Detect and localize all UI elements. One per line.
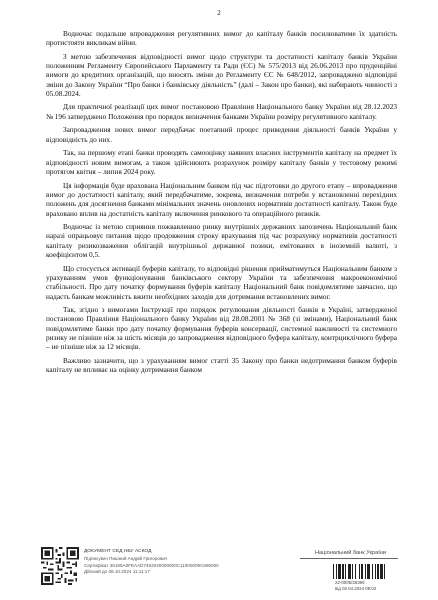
registration-date: від 02.04.2024 08:02 bbox=[335, 586, 377, 592]
letter-body bbox=[46, 29, 397, 379]
page-number: 2 bbox=[217, 9, 221, 17]
signature-certificate: Сертифікат 36186A0FEAAD7482040000000C11000009C690000 bbox=[84, 562, 219, 568]
digital-signature-block bbox=[84, 549, 219, 576]
paragraph: Ця інформація буде врахована Національним банком під час підготовки до другого етапу – впровадження вимог до достатності капіталу, який передбачатиме, зокрема, визначення потреби у встановленні перехідних положень для досягнення банками мінімальних значень оновлених нормативів достатності капіталу. Також буде враховано вплив на достатність капіталу включення ринкового та операційного ризиків. bbox=[46, 180, 397, 218]
registration-stamp bbox=[335, 580, 376, 592]
paragraph: Так, згідно з вимогами Інструкції про порядок регулювання діяльності банків в Україні, затвердженої постановою Правління Національного банку України від 28.08.2001 № 368 (зі змінами), Національний банк повідомлятиме банки про дату початку формування буферів консервації, системної важливості та системного ризику не пізніше ніж за шість місяців до запровадження відповідного буфера капіталу, контрциклічного буфера – не пізніше ніж за 12 місяців. bbox=[46, 305, 397, 352]
divider bbox=[300, 558, 398, 559]
paragraph: Для практичної реалізації цих вимог постановою Правління Національного банку України від 28.12.2023 № 196 затверджено Положення про порядок визначення банками України розміру регулятивного капіталу. bbox=[46, 102, 397, 121]
paragraph: Запровадження нових вимог передбачає поетапний процес приведення діяльності банків України у відповідність до них. bbox=[46, 125, 397, 144]
signature-doc-title: ДОКУМЕНТ СЕД НБУ АСКОД bbox=[84, 549, 152, 554]
signature-signatory: Підписувач Пишний Андрій Григорович bbox=[84, 556, 168, 562]
registration-number: 22-0005/25399 bbox=[335, 580, 365, 585]
institution-name: Національний банк України bbox=[315, 550, 386, 556]
qr-code-icon bbox=[41, 547, 79, 585]
barcode-icon bbox=[333, 564, 397, 579]
paragraph: З метою забезпечення відповідності вимог щодо структури та достатності капіталу банків України положенням Регламенту Європейського Парламенту та Ради (ЄС) № 575/2013 від 26.06.2013 про пруденційні вимоги до кредитних організацій, що вносять зміни до Регламенту ЄС № 648/2012, запроваджено відповідні зміни до Закону України “Про банки і банківську діяльність” (далі – Закон про банки), які набирають чинності з 05.08.2024. bbox=[46, 51, 397, 98]
paragraph: Що стосується активації буферів капіталу, то відповідні рішення прийматимуться Національним банком з урахуванням умов функціонування банківського сектору України та забезпечення макроекономічної стабільності. Про дату початку формування буферів капіталу Національний банк повідомлятиме завчасно, що надасть банкам можливість вжити необхідних заходів для дотримання встановлених вимог. bbox=[46, 263, 397, 301]
signature-valid-until: Дійсний до 08.10.2024 11:11:17 bbox=[84, 569, 150, 575]
signature-footer bbox=[0, 547, 438, 600]
paragraph: Так, на першому етапі банки проводять самооцінку наявних власних інструментів капіталу на предмет їх відповідності новим вимогам, а також здійснюють розрахунок розміру капіталу банків у тестовому режимі протягом квітня – липня 2024 року. bbox=[46, 148, 397, 176]
paragraph: Важливо зазначити, що з урахуванням вимог статті 35 Закону про банки недотримання банком буферів капіталу не впливає на оцінку дотримання банком bbox=[46, 355, 397, 375]
paragraph: Водночас подальше впровадження регулятивних вимог до капіталу банків посилюватиме їх здатність протистояти викликам війни. bbox=[46, 29, 397, 48]
paragraph: Водночас із метою сприяння пожвавленню ринку внутрішніх державних запозичень Національний банк наразі опрацьовує питання щодо продовження строку врахування під час розрахунку нормативів достатності капіталу ризикозваження облігацій внутрішньої державної позики, емітованих в іноземній валюті, з коефіцієнтом 0,5. bbox=[46, 222, 397, 259]
